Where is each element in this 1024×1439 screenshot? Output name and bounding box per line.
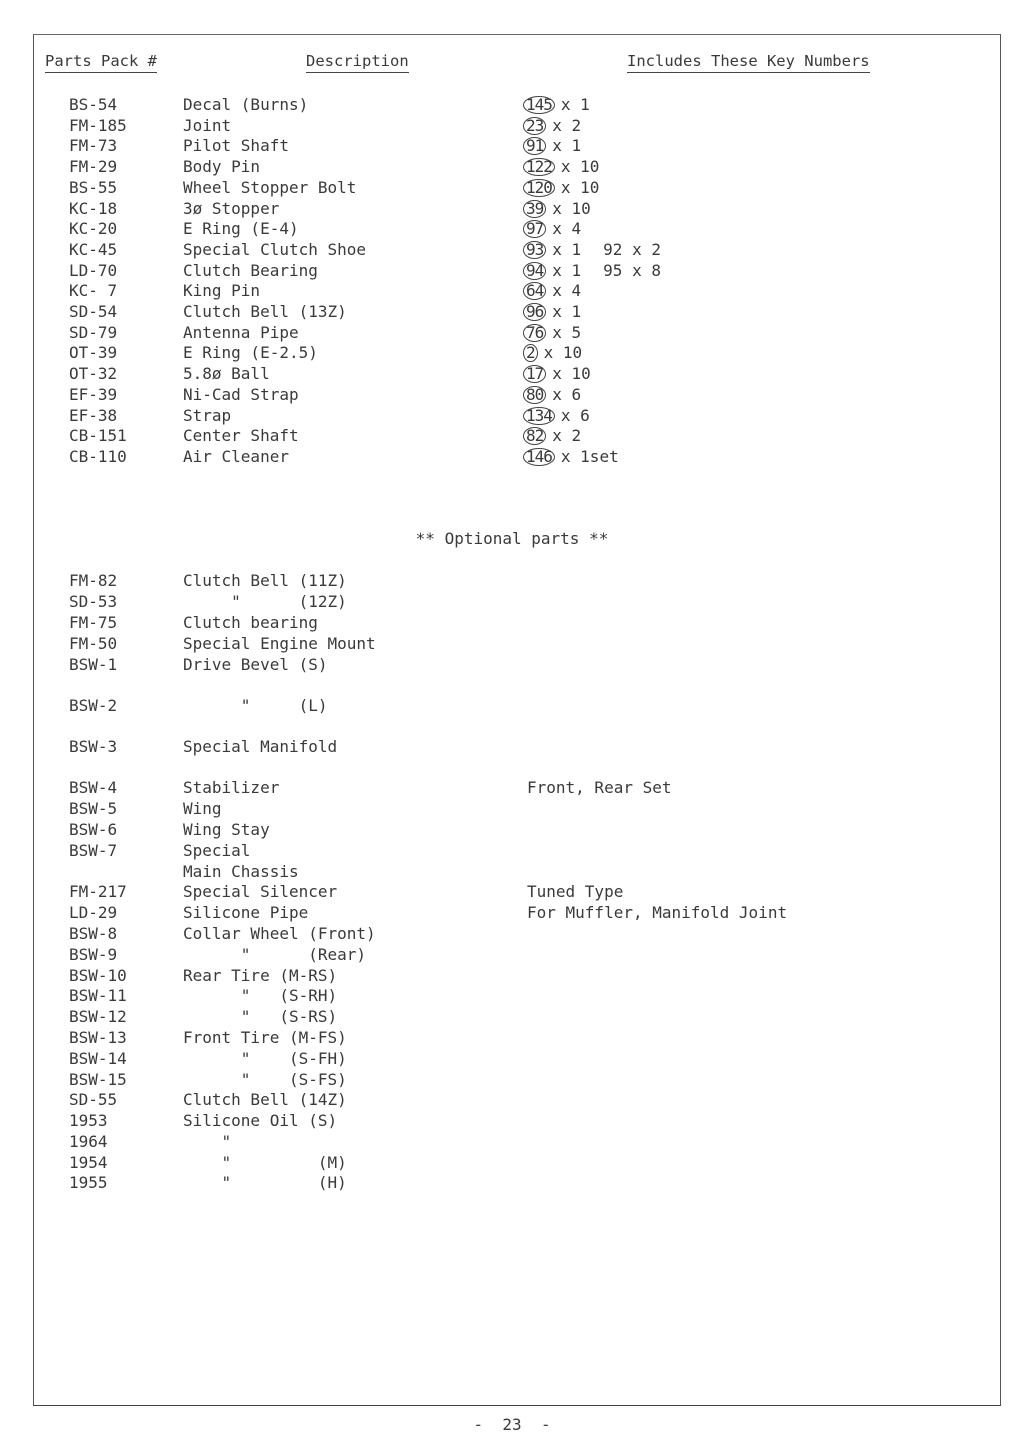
header-parts-pack: Parts Pack # [45, 52, 157, 73]
key-numbers [523, 343, 582, 362]
key-numbers [523, 219, 581, 238]
key-number-circled: 80 [523, 386, 546, 404]
optional-part-code: SD-55 [69, 1090, 118, 1109]
optional-part-description: Special Engine Mount [183, 634, 376, 653]
part-description: E Ring (E-2.5) [183, 343, 318, 363]
optional-part-description: " (M) [183, 1153, 347, 1172]
part-code: KC- 7 [69, 281, 118, 301]
part-description: Pilot Shaft [183, 136, 289, 156]
optional-part-note: Front, Rear Set [527, 778, 672, 797]
key-extra: 92 x 2 [603, 239, 661, 259]
part-description: Joint [183, 115, 232, 135]
optional-part-description: Clutch bearing [183, 613, 318, 632]
optional-part-description: Silicone Oil (S) [183, 1111, 338, 1130]
optional-part-description: Rear Tire (M-RS) [183, 966, 338, 985]
key-quantity: x 1 [552, 136, 582, 156]
key-numbers [523, 385, 581, 404]
key-quantity: x 10 [560, 177, 600, 197]
optional-part-description: Clutch Bell (11Z) [183, 571, 347, 590]
key-quantity: x 1set [560, 446, 619, 466]
part-description: Ni-Cad Strap [183, 384, 299, 404]
part-description: Center Shaft [183, 426, 299, 446]
optional-part-code: BSW-4 [69, 778, 118, 797]
optional-part-code: 1954 [69, 1153, 108, 1172]
optional-part-code: BSW-10 [69, 966, 127, 985]
optional-part-description: " (H) [183, 1173, 347, 1192]
part-code: CB-110 [69, 446, 127, 466]
key-numbers [523, 116, 581, 135]
key-numbers [523, 364, 591, 383]
key-number-circled: 97 [523, 220, 546, 238]
optional-part-code: BSW-1 [69, 655, 118, 674]
optional-part-code: FM-82 [69, 571, 118, 590]
part-code: OT-39 [69, 343, 118, 363]
optional-part-description: Stabilizer [183, 778, 280, 797]
key-numbers [523, 136, 581, 155]
part-code: KC-45 [69, 239, 118, 259]
key-number-circled: 91 [523, 137, 546, 155]
optional-part-code: 1953 [69, 1111, 108, 1130]
optional-part-code: 1964 [69, 1132, 108, 1151]
part-code: CB-151 [69, 426, 127, 446]
key-quantity: x 10 [560, 157, 600, 177]
optional-part-description: " (12Z) [183, 592, 347, 611]
header-key-numbers: Includes These Key Numbers [627, 52, 870, 73]
optional-part-description: Collar Wheel (Front) [183, 924, 376, 943]
part-description: 5.8ø Ball [183, 364, 270, 384]
key-number-circled: 94 [523, 262, 546, 280]
key-numbers [523, 447, 619, 466]
optional-part-description: Special [183, 841, 251, 860]
key-quantity: x 1 [552, 239, 582, 259]
part-code: SD-79 [69, 322, 118, 342]
key-number-circled: 93 [523, 241, 546, 259]
optional-part-code: BSW-12 [69, 1007, 127, 1026]
key-quantity: x 4 [552, 219, 582, 239]
optional-part-description: Main Chassis [183, 862, 299, 881]
key-number-circled: 120 [523, 179, 555, 197]
part-description: Special Clutch Shoe [183, 239, 367, 259]
optional-part-description: " (S-RS) [183, 1007, 338, 1026]
key-quantity: x 6 [560, 405, 590, 425]
key-quantity: x 2 [552, 426, 582, 446]
key-number-circled: 146 [523, 448, 555, 466]
optional-part-code: BSW-2 [69, 696, 118, 715]
key-quantity: x 10 [543, 343, 583, 363]
part-description: Air Cleaner [183, 446, 289, 466]
page-frame [33, 34, 1001, 1406]
part-description: 3ø Stopper [183, 198, 280, 218]
key-quantity: x 5 [552, 322, 582, 342]
key-numbers [523, 178, 599, 197]
optional-part-description: " [183, 1132, 232, 1151]
optional-part-description: Wing Stay [183, 820, 270, 839]
optional-part-code: BSW-7 [69, 841, 118, 860]
part-code: EF-39 [69, 384, 118, 404]
optional-part-code: BSW-6 [69, 820, 118, 839]
key-numbers [523, 323, 581, 342]
part-description: Clutch Bearing [183, 260, 318, 280]
part-code: SD-54 [69, 302, 118, 321]
key-numbers [523, 261, 661, 280]
key-numbers [523, 406, 590, 425]
key-quantity: x 10 [552, 364, 591, 384]
part-description: Wheel Stopper Bolt [183, 177, 357, 197]
key-number-circled: 145 [523, 96, 555, 114]
part-code: FM-73 [69, 136, 118, 156]
optional-part-description: Front Tire (M-FS) [183, 1028, 347, 1047]
header-description: Description [306, 52, 409, 73]
optional-part-code: BSW-5 [69, 799, 118, 818]
key-numbers [523, 157, 599, 176]
key-number-circled: 76 [523, 324, 546, 342]
part-code: FM-185 [69, 115, 127, 135]
part-description: Decal (Burns) [183, 95, 309, 114]
optional-part-description: Silicone Pipe [183, 903, 309, 922]
key-quantity: x 1 [552, 260, 582, 280]
optional-part-description: Special Silencer [183, 882, 338, 901]
part-code: OT-32 [69, 364, 118, 384]
optional-part-description: " (S-FS) [183, 1070, 347, 1089]
optional-part-code: SD-53 [69, 592, 118, 611]
part-code: KC-18 [69, 198, 118, 218]
optional-part-code: BSW-9 [69, 945, 118, 964]
optional-part-description: " (Rear) [183, 945, 367, 964]
key-number-circled: 64 [523, 282, 546, 300]
key-numbers [523, 302, 581, 321]
key-quantity: x 1 [560, 95, 590, 114]
key-numbers [523, 199, 591, 218]
part-code: FM-29 [69, 157, 118, 177]
key-quantity: x 1 [552, 302, 582, 321]
optional-part-code: BSW-14 [69, 1049, 127, 1068]
optional-part-code: LD-29 [69, 903, 118, 922]
optional-part-code: FM-217 [69, 882, 127, 901]
part-description: Strap [183, 405, 232, 425]
key-number-circled: 134 [523, 407, 555, 425]
optional-part-description: " (L) [183, 696, 328, 715]
key-numbers [523, 281, 581, 300]
key-number-circled: 96 [523, 303, 546, 321]
key-quantity: x 6 [552, 384, 582, 404]
part-code: BS-54 [69, 95, 118, 114]
part-description: E Ring (E-4) [183, 219, 299, 239]
part-description: Body Pin [183, 157, 261, 177]
optional-part-code: BSW-8 [69, 924, 118, 943]
optional-part-description: Drive Bevel (S) [183, 655, 328, 674]
optional-part-code: FM-50 [69, 634, 118, 653]
optional-part-note: For Muffler, Manifold Joint [527, 903, 788, 922]
key-numbers [523, 95, 590, 114]
part-code: EF-38 [69, 405, 118, 425]
key-quantity: x 4 [552, 281, 582, 301]
key-numbers [523, 426, 581, 445]
optional-part-description: Wing [183, 799, 222, 818]
optional-part-code: BSW-11 [69, 986, 127, 1005]
part-description: Antenna Pipe [183, 322, 299, 342]
optional-parts-heading: ** Optional parts ** [415, 529, 609, 548]
optional-part-description: Special Manifold [183, 737, 338, 756]
key-numbers [523, 240, 661, 259]
key-quantity: x 2 [552, 115, 582, 135]
optional-part-description: Clutch Bell (14Z) [183, 1090, 347, 1109]
optional-part-code: BSW-15 [69, 1070, 127, 1089]
part-description: Clutch Bell (13Z) [183, 302, 347, 321]
key-number-circled: 17 [523, 365, 546, 383]
optional-part-code: BSW-13 [69, 1028, 127, 1047]
part-code: KC-20 [69, 219, 118, 239]
part-code: BS-55 [69, 177, 118, 197]
key-number-circled: 82 [523, 427, 546, 445]
key-quantity: x 10 [552, 198, 591, 218]
key-number-circled: 39 [523, 200, 546, 218]
optional-part-code: 1955 [69, 1173, 108, 1192]
key-extra: 95 x 8 [603, 260, 661, 280]
part-description: King Pin [183, 281, 261, 301]
key-number-circled: 23 [523, 117, 546, 135]
optional-part-code: FM-75 [69, 613, 118, 632]
part-code: LD-70 [69, 260, 118, 280]
key-number-circled: 122 [523, 158, 555, 176]
optional-part-description: " (S-FH) [183, 1049, 347, 1068]
key-number-circled: 2 [523, 344, 538, 362]
page-number: - 23 - [473, 1415, 551, 1434]
optional-part-note: Tuned Type [527, 882, 624, 901]
optional-part-code: BSW-3 [69, 737, 118, 756]
optional-part-description: " (S-RH) [183, 986, 338, 1005]
